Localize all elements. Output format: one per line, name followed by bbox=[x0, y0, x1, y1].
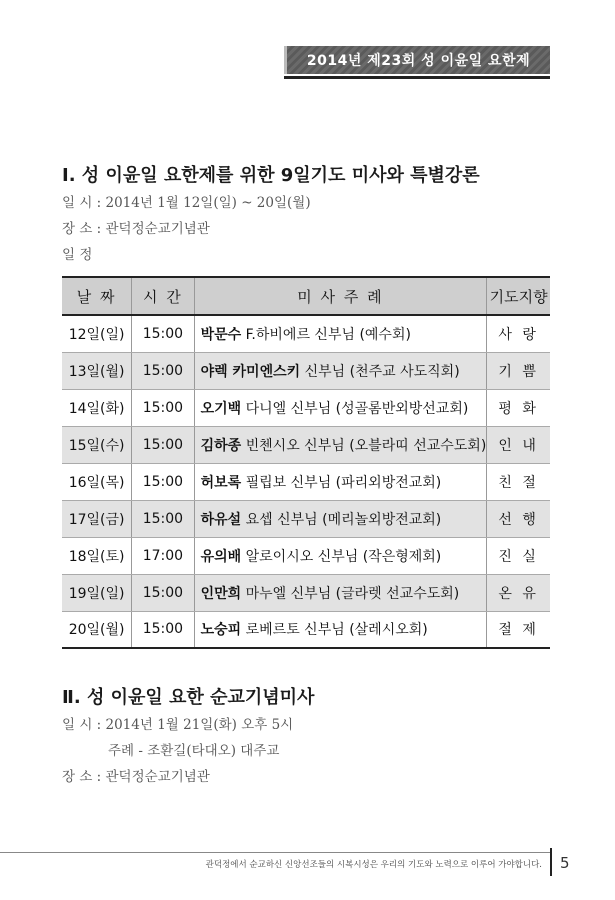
table-header-row bbox=[62, 277, 550, 315]
row-mass bbox=[194, 500, 487, 537]
section2-celebrant: 주례 - 조환길(타대오) 대주교 bbox=[108, 743, 280, 759]
row-intention: 사 랑 bbox=[487, 315, 550, 352]
row-priest-name: 야렉 카미엔스키 bbox=[200, 363, 301, 380]
row-priest-detail: 다니엘 신부님 (성골롬반외방선교회) bbox=[241, 400, 469, 417]
row-time: 15:00 bbox=[132, 463, 194, 500]
row-mass bbox=[194, 315, 487, 352]
row-mass bbox=[194, 352, 487, 389]
row-priest-name: 오기백 bbox=[200, 400, 242, 417]
row-date: 20일(월) bbox=[62, 611, 132, 648]
row-time: 15:00 bbox=[132, 315, 194, 352]
row-priest-name: 허보록 bbox=[200, 474, 242, 491]
row-date: 17일(금) bbox=[62, 500, 132, 537]
row-intention: 인 내 bbox=[487, 426, 550, 463]
table-row bbox=[62, 352, 550, 389]
row-date: 14일(화) bbox=[62, 389, 132, 426]
row-priest-detail: 필립보 신부님 (파리외방전교회) bbox=[241, 474, 442, 491]
section1-datetime: 일 시 : 2014년 1월 12일(일) ~ 20일(월) bbox=[62, 195, 311, 211]
header-mass: 미 사 주 례 bbox=[194, 277, 487, 315]
row-priest-name: 박문수 bbox=[200, 326, 242, 343]
row-time: 15:00 bbox=[132, 389, 194, 426]
row-time: 17:00 bbox=[132, 537, 194, 574]
footer-rule bbox=[0, 852, 550, 853]
table-row bbox=[62, 426, 550, 463]
header-rule bbox=[284, 76, 550, 79]
row-intention: 절 제 bbox=[487, 611, 550, 648]
footer-separator bbox=[550, 848, 552, 876]
row-time: 15:00 bbox=[132, 352, 194, 389]
row-intention: 온 유 bbox=[487, 574, 550, 611]
row-intention: 진 실 bbox=[487, 537, 550, 574]
row-time: 15:00 bbox=[132, 426, 194, 463]
section1-title: Ⅰ. 성 이윤일 요한제를 위한 9일기도 미사와 특별강론 bbox=[62, 165, 480, 186]
row-priest-name: 하유설 bbox=[200, 511, 242, 528]
row-priest-detail: 신부님 (천주교 사도직회) bbox=[300, 363, 460, 380]
row-priest-detail: 로베르토 신부님 (살레시오회) bbox=[241, 622, 428, 639]
row-mass bbox=[194, 389, 487, 426]
row-intention: 선 행 bbox=[487, 500, 550, 537]
table-row bbox=[62, 463, 550, 500]
row-intention: 평 화 bbox=[487, 389, 550, 426]
row-priest-name: 유의배 bbox=[200, 548, 242, 565]
row-priest-detail: 요셉 신부님 (메리놀외방전교회) bbox=[241, 511, 442, 528]
row-mass bbox=[194, 611, 487, 648]
table-row bbox=[62, 537, 550, 574]
row-date: 13일(월) bbox=[62, 352, 132, 389]
table-row bbox=[62, 611, 550, 648]
row-mass bbox=[194, 463, 487, 500]
section1-place: 장 소 : 관덕정순교기념관 bbox=[62, 221, 210, 237]
schedule-table bbox=[62, 276, 550, 649]
row-priest-name: 인만희 bbox=[200, 585, 242, 602]
row-mass bbox=[194, 537, 487, 574]
section2-datetime: 일 시 : 2014년 1월 21일(화) 오후 5시 bbox=[62, 717, 294, 733]
row-intention: 친 절 bbox=[487, 463, 550, 500]
row-mass bbox=[194, 574, 487, 611]
row-priest-detail: F.하비에르 신부님 (예수회) bbox=[241, 326, 411, 343]
row-date: 12일(일) bbox=[62, 315, 132, 352]
row-mass bbox=[194, 426, 487, 463]
header-intention: 기도지향 bbox=[487, 277, 550, 315]
row-intention: 기 쁨 bbox=[487, 352, 550, 389]
table-row bbox=[62, 500, 550, 537]
section2-title: Ⅱ. 성 이윤일 요한 순교기념미사 bbox=[62, 687, 315, 708]
row-time: 15:00 bbox=[132, 500, 194, 537]
table-row bbox=[62, 574, 550, 611]
row-priest-detail: 빈첸시오 신부님 (오블라띠 선교수도회) bbox=[241, 437, 487, 454]
footer-text: 관덕정에서 순교하신 신앙선조들의 시복시성은 우리의 기도와 노력으로 이루어 가야합니다. bbox=[205, 860, 542, 870]
row-date: 19일(일) bbox=[62, 574, 132, 611]
row-time: 15:00 bbox=[132, 574, 194, 611]
row-priest-detail: 알로이시오 신부님 (작은형제회) bbox=[241, 548, 442, 565]
header-date: 날 짜 bbox=[62, 277, 132, 315]
row-priest-name: 김하종 bbox=[200, 437, 242, 454]
table-row bbox=[62, 389, 550, 426]
row-time: 15:00 bbox=[132, 611, 194, 648]
row-priest-detail: 마누엘 신부님 (글라렛 선교수도회) bbox=[241, 585, 460, 602]
page-number: 5 bbox=[560, 854, 570, 872]
section2-place: 장 소 : 관덕정순교기념관 bbox=[62, 769, 210, 785]
row-date: 16일(목) bbox=[62, 463, 132, 500]
header-title: 2014년 제23회 성 이윤일 요한제 bbox=[284, 46, 550, 74]
row-date: 18일(토) bbox=[62, 537, 132, 574]
row-date: 15일(수) bbox=[62, 426, 132, 463]
row-priest-name: 노숭피 bbox=[200, 622, 242, 639]
header-time: 시 간 bbox=[132, 277, 194, 315]
table-row bbox=[62, 315, 550, 352]
section1-schedule-label: 일 정 bbox=[62, 247, 93, 263]
